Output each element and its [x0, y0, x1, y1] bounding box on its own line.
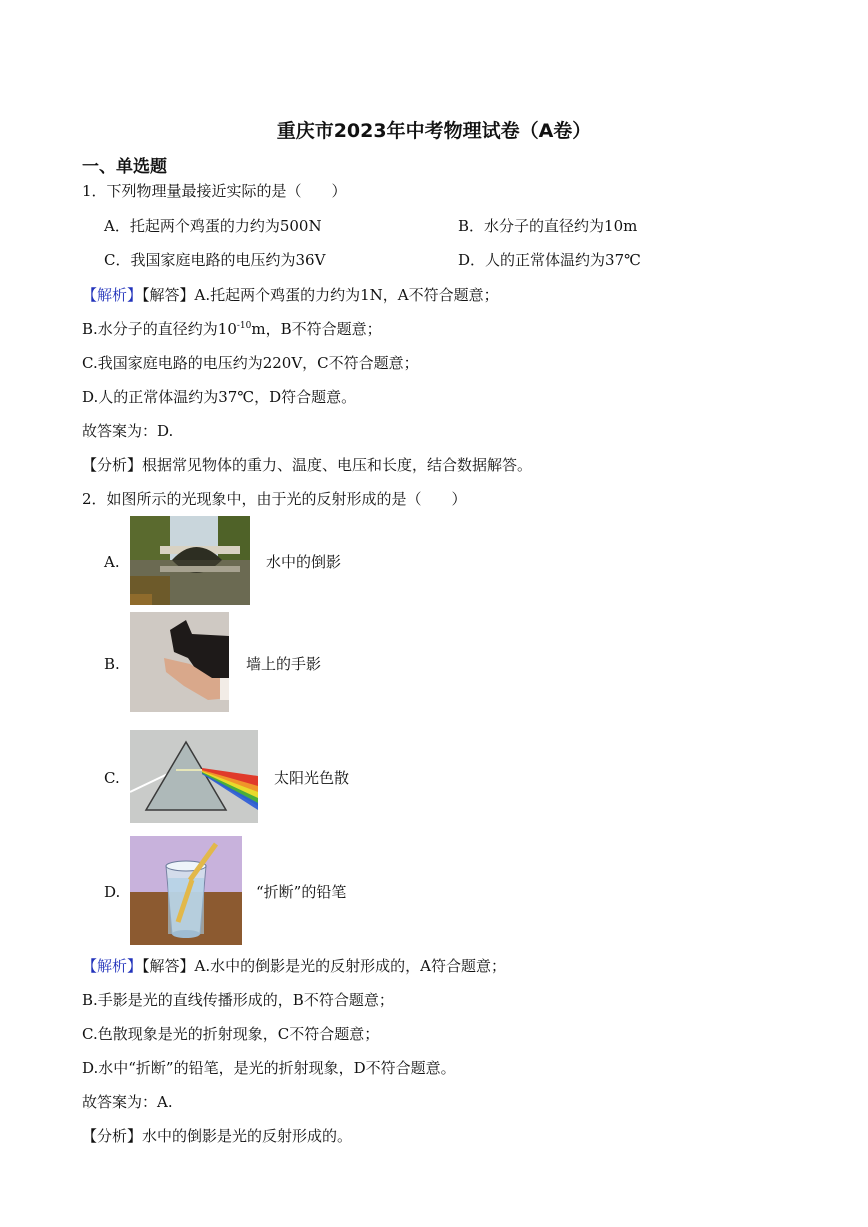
q2-option-d-letter: D.: [104, 883, 121, 901]
q1-jieda: 【解答】A.托起两个鸡蛋的力约为1N，A不符合题意；: [142, 286, 499, 304]
section-heading: 一、单选题: [82, 157, 167, 177]
hand-shadow-image: [130, 612, 229, 712]
page-title: 重庆市2023年中考物理试卷（A卷）: [276, 120, 592, 142]
q1-line-b-text-end: m，B不符合题意；: [251, 320, 382, 338]
q2-jiexi-tag: 【解析】: [82, 957, 143, 975]
q2-jieda: 【解答】A.水中的倒影是光的反射形成的，A符合题意；: [142, 957, 506, 975]
q2-option-a-caption: 水中的倒影: [266, 553, 342, 571]
q1-solution-line-a: [82, 285, 499, 305]
q1-solution-line-d: D.人的正常体温约为37℃，D符合题意。: [82, 388, 357, 406]
prism-dispersion-image: [130, 730, 258, 823]
q2-option-c-caption: 太阳光色散: [274, 769, 350, 787]
q1-solution-line-b: [82, 319, 382, 339]
q2-answer: 故答案为：A.: [82, 1093, 173, 1111]
q1-option-d: D．人的正常体温约为37℃: [458, 251, 641, 269]
bridge-reflection-image: [130, 516, 250, 605]
q2-option-a-letter: A.: [104, 553, 120, 571]
q1-option-a: A．托起两个鸡蛋的力约为500N: [104, 217, 322, 235]
q1-jiexi-tag: 【解析】: [82, 286, 143, 304]
q2-option-d-caption: “折断”的铅笔: [256, 883, 347, 901]
q2-option-b-caption: 墙上的手影: [246, 655, 322, 673]
q1-solution-line-c: C.我国家庭电路的电压约为220V，C不符合题意；: [82, 354, 419, 372]
q2-analysis: 【分析】水中的倒影是光的反射形成的。: [82, 1127, 353, 1145]
q1-line-b-exponent: -10: [236, 321, 252, 331]
q2-solution-line-c: C.色散现象是光的折射现象，C不符合题意；: [82, 1025, 380, 1043]
q1-answer: 故答案为：D.: [82, 422, 174, 440]
q2-stem: 2．如图所示的光现象中，由于光的反射形成的是（ ）: [82, 490, 467, 508]
q1-stem: 1．下列物理量最接近实际的是（ ）: [82, 182, 347, 200]
q1-analysis: 【分析】根据常见物体的重力、温度、电压和长度，结合数据解答。: [82, 456, 533, 474]
q2-solution-line-b: B.手影是光的直线传播形成的，B不符合题意；: [82, 991, 394, 1009]
bent-pencil-image: [130, 836, 242, 945]
q2-solution-line-d: D.水中“折断”的铅笔，是光的折射现象，D不符合题意。: [82, 1059, 456, 1077]
q1-option-c: C．我国家庭电路的电压约为36V: [104, 251, 326, 269]
q2-option-b-letter: B.: [104, 655, 120, 673]
q1-line-b-text: B.水分子的直径约为10: [82, 320, 237, 338]
q1-option-b: B．水分子的直径约为10m: [458, 217, 638, 235]
q2-option-c-letter: C.: [104, 769, 120, 787]
q2-solution-line-a: [82, 956, 506, 976]
